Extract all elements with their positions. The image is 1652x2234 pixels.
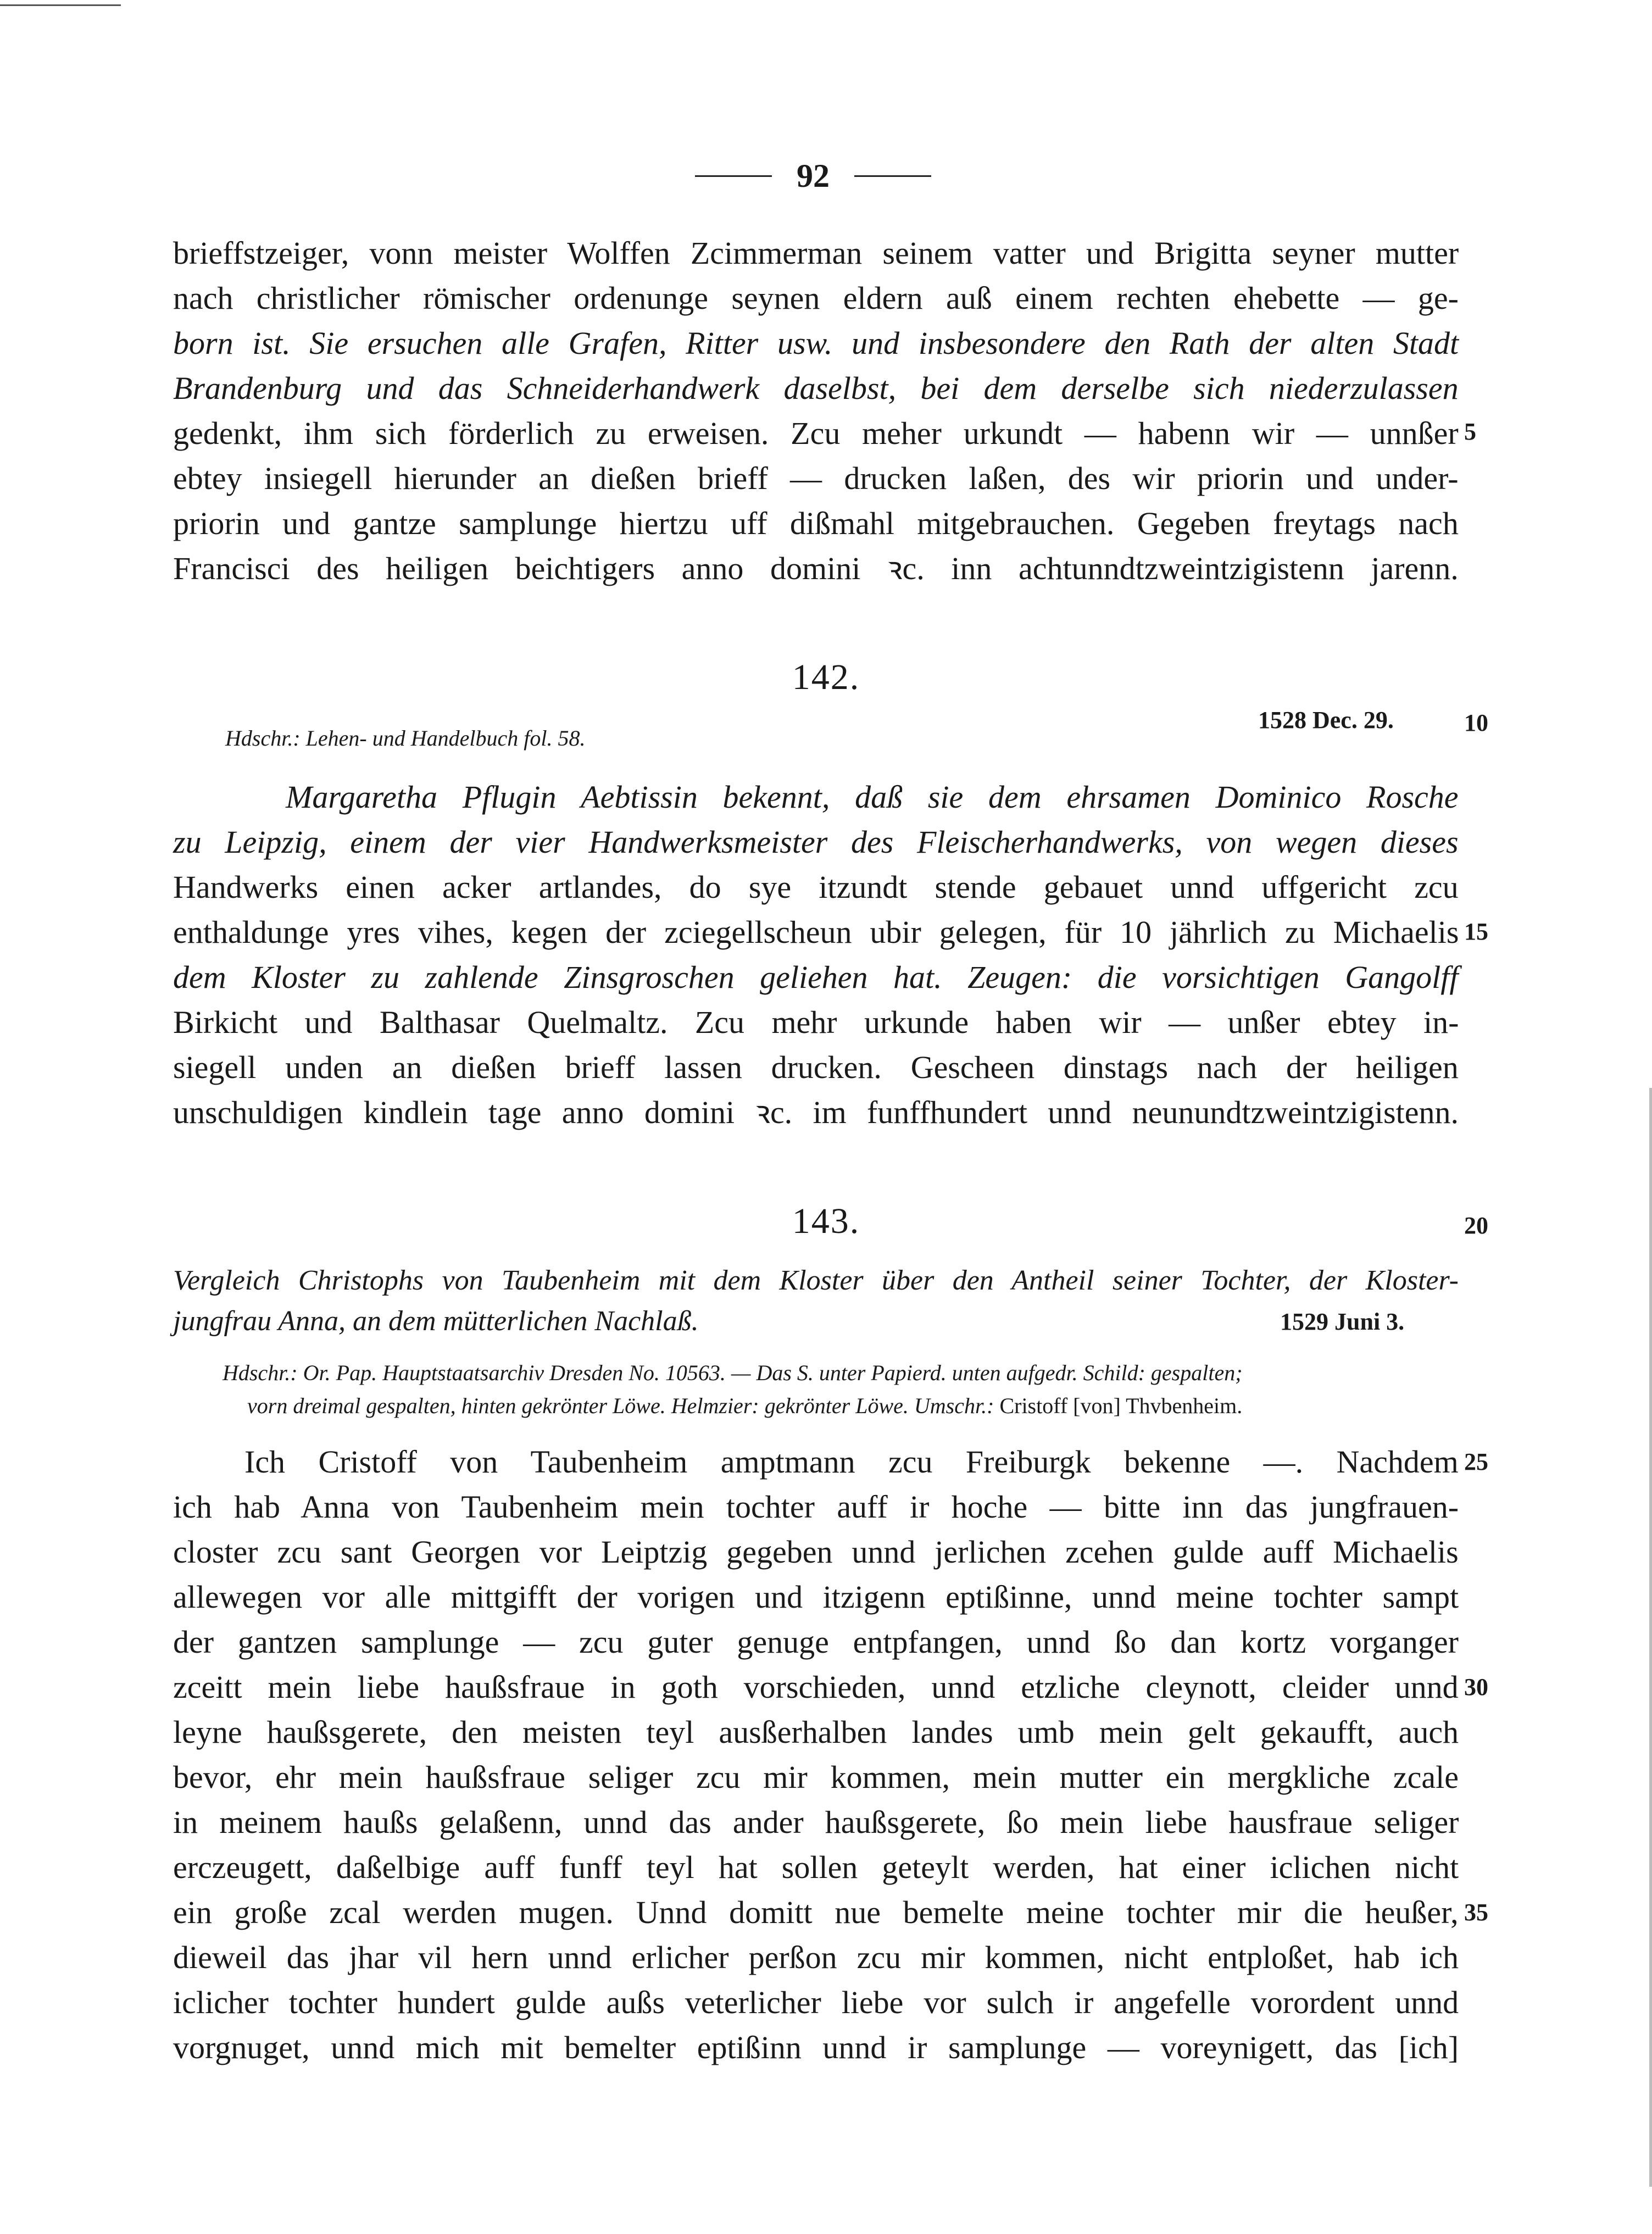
page-number: 92 — [797, 157, 830, 194]
text-line: Handwerks einen acker artlandes, do sye itzundt stende gebauet unnd uffgericht zcu — [173, 869, 1459, 905]
text-line: ein große zcal werden mugen. Unnd domitt nue bemelte meine tochter mir die heußer, — [173, 1894, 1459, 1930]
document-number-143: 143. — [792, 1201, 860, 1241]
text-line: priorin und gantze samplunge hiertzu uff dißmahl mitgebrauchen. Gegeben freytags nach — [173, 505, 1459, 541]
text-line: nach christlicher römischer ordenunge seynen eldern auß einem rechten ehebette — ge- — [173, 280, 1459, 316]
line-number: 10 — [1464, 709, 1488, 736]
text-line: dem Kloster zu zahlende Zinsgroschen geliehen hat. Zeugen: die vorsichtigen Gangolff — [173, 959, 1459, 995]
text-line: zceitt mein liebe haußsfraue in goth vorschieden, unnd etzliche cleynott, cleider unnd — [173, 1669, 1459, 1705]
text-line: allewegen vor alle mittgifft der vorigen und itzigenn eptißinne, unnd meine tochter sampt — [173, 1579, 1459, 1615]
text-line: Brandenburg und das Schneiderhandwerk daselbst, bei dem derselbe sich niederzulassen — [173, 370, 1459, 406]
text-line: siegell unden an dießen brieff lassen drucken. Gescheen dinstags nach der heiligen — [173, 1049, 1459, 1085]
line-number: 20 — [1464, 1212, 1488, 1239]
text-line: vorgnuget, unnd mich mit bemelter eptißinn unnd ir samplunge — voreynigett, das [ich] — [173, 2030, 1459, 2065]
text-line: der gantzen samplunge — zcu guter genuge entpfangen, unnd ßo dan kortz vorganger — [173, 1624, 1459, 1660]
text-line: bevor, ehr mein haußsfraue seliger zcu mir kommen, mein mutter ein mergkliche zcale — [173, 1759, 1459, 1795]
source-note-143-cont: vorn dreimal gespalten, hinten gekrönter Löwe. Helmzier: gekrönter Löwe. Umschr.: Cristoff [von] Thvbenheim. — [247, 1393, 1243, 1418]
text-line: iclicher tochter hundert gulde außs veterlicher liebe vor sulch ir angefelle vorordent unnd — [173, 1985, 1459, 2020]
source-note-143: Hdschr.: Or. Pap. Hauptstaatsarchiv Dresden No. 10563. — Das S. unter Papierd. unten aufgedr. Schild: gespalten; — [223, 1360, 1243, 1385]
document-date-143: 1529 Juni 3. — [1280, 1308, 1405, 1335]
text-line: brieffstzeiger, vonn meister Wolffen Zcimmerman seinem vatter und Brigitta seyner mutter — [173, 235, 1459, 271]
text-line: born ist. Sie ersuchen alle Grafen, Ritter usw. und insbesondere den Rath der alten Stadt — [173, 325, 1459, 361]
header-dash-left — [695, 175, 772, 177]
text-line: Birkicht und Balthasar Quelmaltz. Zcu mehr urkunde haben wir — unßer ebtey in- — [173, 1004, 1459, 1040]
top-edge-rule — [0, 4, 121, 6]
summary-line: jungfrau Anna, an dem mütterlichen Nachlaß. — [173, 1305, 699, 1337]
document-number-142: 142. — [792, 657, 860, 697]
text-line: gedenkt, ihm sich förderlich zu erweisen. Zcu meher urkundt — habenn wir — unnßer — [173, 415, 1459, 451]
text-line: ich hab Anna von Taubenheim mein tochter auff ir hoche — bitte inn das jungfrauen- — [173, 1489, 1459, 1525]
text-line: unschuldigen kindlein tage anno domini ꝛc. im funffhundert unnd neunundtzweintzigistenn. — [173, 1094, 1459, 1130]
text-line: Ich Cristoff von Taubenheim amptmann zcu Freiburgk bekenne —. Nachdem — [244, 1444, 1459, 1480]
text-line: enthaldunge yres vihes, kegen der zciegellscheun ubir gelegen, für 10 jährlich zu Michaelis — [173, 914, 1459, 950]
text-line: zu Leipzig, einem der vier Handwerksmeister des Fleischerhandwerks, von wegen dieses — [173, 824, 1459, 860]
page-header — [676, 154, 950, 198]
text-line: ebtey insiegell hierunder an dießen brieff — drucken laßen, des wir priorin und under- — [173, 460, 1459, 496]
document-date-142: 1528 Dec. 29. — [1258, 707, 1394, 733]
text-line: Margaretha Pflugin Aebtissin bekennt, daß sie dem ehrsamen Dominico Rosche — [286, 779, 1459, 815]
source-note-142: Hdschr.: Lehen- und Handelbuch fol. 58. — [225, 726, 586, 751]
text-line: erczeugett, daßelbige auff funff teyl hat sollen geteylt werden, hat einer iclichen nicht — [173, 1849, 1459, 1885]
header-dash-right — [854, 175, 931, 177]
text-line: closter zcu sant Georgen vor Leiptzig gegeben unnd jerlichen zcehen gulde auff Michaelis — [173, 1534, 1459, 1570]
line-number: 25 — [1464, 1448, 1488, 1475]
binding-edge-shadow — [1649, 1088, 1652, 2187]
summary-line: Vergleich Christophs von Taubenheim mit dem Kloster über den Antheil seiner Tochter, der Kloster- — [173, 1265, 1459, 1296]
line-number: 15 — [1464, 918, 1488, 945]
text-line: leyne haußsgerete, den meisten teyl ausßerhalben landes umb mein gelt gekaufft, auch — [173, 1714, 1459, 1750]
line-number: 5 — [1464, 418, 1476, 445]
text-line: in meinem haußs gelaßenn, unnd das ander haußsgerete, ßo mein liebe hausfraue seliger — [173, 1804, 1459, 1840]
line-number: 30 — [1464, 1674, 1488, 1700]
text-line: Francisci des heiligen beichtigers anno domini ꝛc. inn achtunndtzweintzigistenn jarenn. — [173, 551, 1459, 586]
text-line: dieweil das jhar vil hern unnd erlicher perßon zcu mir kommen, nicht entploßet, hab ich — [173, 1940, 1459, 1975]
line-number: 35 — [1464, 1899, 1488, 1926]
